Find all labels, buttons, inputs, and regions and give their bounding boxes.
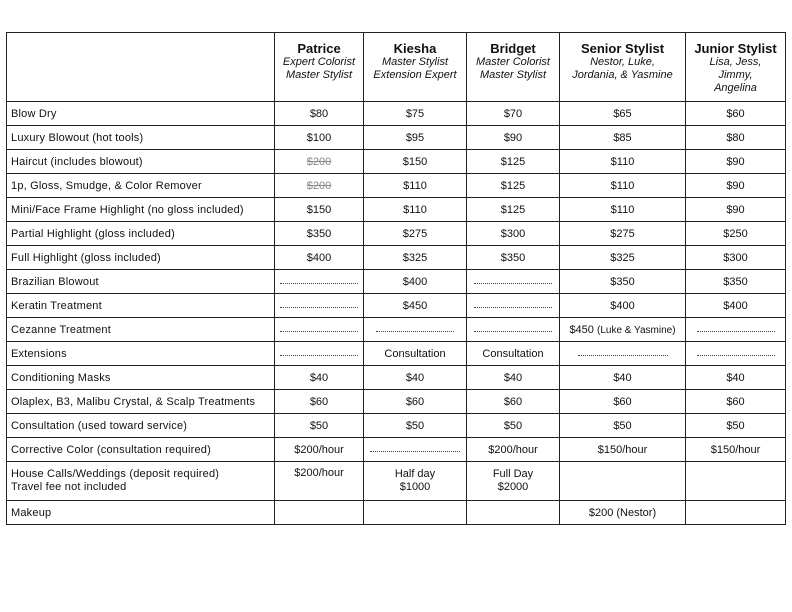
dotted-placeholder	[474, 328, 552, 332]
price-cell: $300	[467, 222, 560, 246]
price-cell: $80	[275, 102, 364, 126]
price-cell: $90	[686, 150, 786, 174]
service-name: Partial Highlight (gloss included)	[7, 222, 275, 246]
empty-cell	[467, 501, 560, 525]
header-junior-stylist	[686, 33, 786, 102]
price-cell: $450	[364, 294, 467, 318]
price-cell	[275, 150, 364, 174]
service-name: Consultation (used toward service)	[7, 414, 275, 438]
service-name: Luxury Blowout (hot tools)	[7, 126, 275, 150]
not-offered-cell	[686, 342, 786, 366]
price-cell: $125	[467, 174, 560, 198]
price-cell: $110	[560, 174, 686, 198]
stylist-name: Kiesha	[393, 41, 437, 56]
stylist-members: Nestor, Luke,	[590, 56, 655, 68]
not-offered-cell	[275, 294, 364, 318]
price-cell: $125	[467, 150, 560, 174]
price-cell: $350	[275, 222, 364, 246]
price-cell: $60	[364, 390, 467, 414]
price-cell: $50	[275, 414, 364, 438]
price-cell: $50	[560, 414, 686, 438]
table-row	[7, 318, 786, 342]
price-cell: $90	[467, 126, 560, 150]
service-name: Conditioning Masks	[7, 366, 275, 390]
dotted-placeholder	[280, 304, 358, 308]
price-cell: $50	[364, 414, 467, 438]
price-cell: $60	[686, 102, 786, 126]
price-cell: $150/hour	[560, 438, 686, 462]
table-row	[7, 222, 786, 246]
service-line: House Calls/Weddings (deposit required)	[11, 468, 220, 480]
service-name: Olaplex, B3, Malibu Crystal, & Scalp Treatments	[7, 390, 275, 414]
price-cell: Consultation	[364, 342, 467, 366]
price-cell: $60	[560, 390, 686, 414]
dotted-placeholder	[697, 352, 775, 356]
price-cell: $200 (Nestor)	[560, 501, 686, 525]
struck-price: $200	[306, 155, 332, 168]
price-cell: $65	[560, 102, 686, 126]
dotted-placeholder	[280, 280, 358, 284]
price-cell: $200/hour	[467, 438, 560, 462]
table-row	[7, 294, 786, 318]
empty-cell	[560, 462, 686, 501]
not-offered-cell	[467, 318, 560, 342]
table-row	[7, 174, 786, 198]
table-row	[7, 438, 786, 462]
stylist-name: Patrice	[297, 41, 341, 56]
service-name: Cezanne Treatment	[7, 318, 275, 342]
service-name: Haircut (includes blowout)	[7, 150, 275, 174]
dotted-placeholder	[474, 280, 552, 284]
not-offered-cell	[467, 294, 560, 318]
price-cell: $75	[364, 102, 467, 126]
price-cell: Consultation	[467, 342, 560, 366]
price-cell: $150	[275, 198, 364, 222]
price-value: $200/hour	[294, 467, 344, 479]
service-line: Travel fee not included	[11, 481, 127, 493]
not-offered-cell	[560, 342, 686, 366]
not-offered-cell	[275, 270, 364, 294]
price-cell: $250	[686, 222, 786, 246]
price-cell: $325	[560, 246, 686, 270]
table-row	[7, 102, 786, 126]
header-row	[7, 33, 786, 102]
header-service-blank	[7, 33, 275, 102]
service-name: Makeup	[7, 501, 275, 525]
price-cell: $150/hour	[686, 438, 786, 462]
table-row	[7, 501, 786, 525]
price-cell: $40	[467, 366, 560, 390]
price-cell: $50	[467, 414, 560, 438]
price-cell	[467, 462, 560, 501]
price-cell: $50	[686, 414, 786, 438]
price-table	[6, 32, 786, 525]
stylist-title: Master Stylist	[381, 56, 448, 68]
table-row	[7, 390, 786, 414]
service-name: Keratin Treatment	[7, 294, 275, 318]
price-cell: $200/hour	[275, 438, 364, 462]
price-cell: $95	[364, 126, 467, 150]
service-name: Blow Dry	[7, 102, 275, 126]
struck-price: $200	[306, 179, 332, 192]
price-value: $450	[569, 323, 594, 336]
stylist-title: Extension Expert	[373, 69, 457, 81]
stylist-title: Master Colorist	[476, 56, 550, 68]
table-row	[7, 246, 786, 270]
not-offered-cell	[364, 318, 467, 342]
price-cell: $350	[467, 246, 560, 270]
price-cell: $150	[364, 150, 467, 174]
price-line: $2000	[497, 481, 529, 493]
price-note: (Luke & Yasmine)	[596, 324, 676, 336]
price-cell: $85	[560, 126, 686, 150]
not-offered-cell	[467, 270, 560, 294]
empty-cell	[686, 501, 786, 525]
price-cell: $350	[686, 270, 786, 294]
price-cell	[560, 318, 686, 342]
price-cell: $275	[560, 222, 686, 246]
dotted-placeholder	[280, 328, 358, 332]
service-name: Mini/Face Frame Highlight (no gloss included)	[7, 198, 275, 222]
price-cell: $125	[467, 198, 560, 222]
price-line: $1000	[399, 481, 431, 493]
price-cell: $80	[686, 126, 786, 150]
table-row	[7, 270, 786, 294]
service-name: Brazilian Blowout	[7, 270, 275, 294]
stylist-name: Junior Stylist	[694, 41, 777, 56]
dotted-placeholder	[280, 352, 358, 356]
price-cell: $350	[560, 270, 686, 294]
price-cell	[275, 174, 364, 198]
table-row	[7, 414, 786, 438]
price-cell: $110	[364, 174, 467, 198]
price-cell: $60	[467, 390, 560, 414]
price-cell	[275, 462, 364, 501]
table-row	[7, 342, 786, 366]
price-cell: $110	[560, 150, 686, 174]
price-cell: $400	[560, 294, 686, 318]
stylist-members: Jimmy,	[718, 69, 753, 81]
stylist-name: Senior Stylist	[580, 41, 665, 56]
stylist-title: Expert Colorist	[282, 56, 356, 68]
stylist-members: Jordania, & Yasmine	[572, 69, 673, 81]
price-cell: $40	[686, 366, 786, 390]
header-senior-stylist	[560, 33, 686, 102]
price-cell: $70	[467, 102, 560, 126]
empty-cell	[364, 501, 467, 525]
empty-cell	[275, 501, 364, 525]
price-cell: $90	[686, 174, 786, 198]
price-cell: $110	[364, 198, 467, 222]
price-cell: $325	[364, 246, 467, 270]
price-cell: $300	[686, 246, 786, 270]
table-row	[7, 150, 786, 174]
dotted-placeholder	[474, 304, 552, 308]
price-cell	[364, 462, 467, 501]
price-cell: $60	[275, 390, 364, 414]
price-cell: $40	[275, 366, 364, 390]
not-offered-cell	[364, 438, 467, 462]
dotted-placeholder	[697, 328, 775, 332]
not-offered-cell	[275, 318, 364, 342]
service-name: 1p, Gloss, Smudge, & Color Remover	[7, 174, 275, 198]
dotted-placeholder	[376, 328, 454, 332]
stylist-title: Master Stylist	[285, 69, 352, 81]
table-row	[7, 126, 786, 150]
price-cell: $275	[364, 222, 467, 246]
table-row	[7, 462, 786, 501]
price-cell: $40	[364, 366, 467, 390]
price-cell: $100	[275, 126, 364, 150]
empty-cell	[686, 462, 786, 501]
not-offered-cell	[275, 342, 364, 366]
not-offered-cell	[686, 318, 786, 342]
dotted-placeholder	[370, 448, 460, 452]
price-cell: $90	[686, 198, 786, 222]
price-cell: $60	[686, 390, 786, 414]
stylist-name: Bridget	[490, 41, 536, 56]
price-cell: $40	[560, 366, 686, 390]
price-cell: $400	[275, 246, 364, 270]
table-row	[7, 198, 786, 222]
table-row	[7, 366, 786, 390]
price-cell: $400	[364, 270, 467, 294]
stylist-title: Master Stylist	[479, 69, 546, 81]
header-bridget	[467, 33, 560, 102]
service-name: Corrective Color (consultation required)	[7, 438, 275, 462]
header-kiesha	[364, 33, 467, 102]
price-cell: $110	[560, 198, 686, 222]
service-name: Extensions	[7, 342, 275, 366]
price-line: Half day	[394, 468, 436, 480]
header-patrice	[275, 33, 364, 102]
dotted-placeholder	[578, 352, 668, 356]
stylist-members: Lisa, Jess,	[709, 56, 762, 68]
stylist-members: Angelina	[714, 82, 757, 94]
service-name: Full Highlight (gloss included)	[7, 246, 275, 270]
price-cell: $400	[686, 294, 786, 318]
service-name	[7, 462, 275, 501]
price-line: Full Day	[492, 468, 534, 480]
